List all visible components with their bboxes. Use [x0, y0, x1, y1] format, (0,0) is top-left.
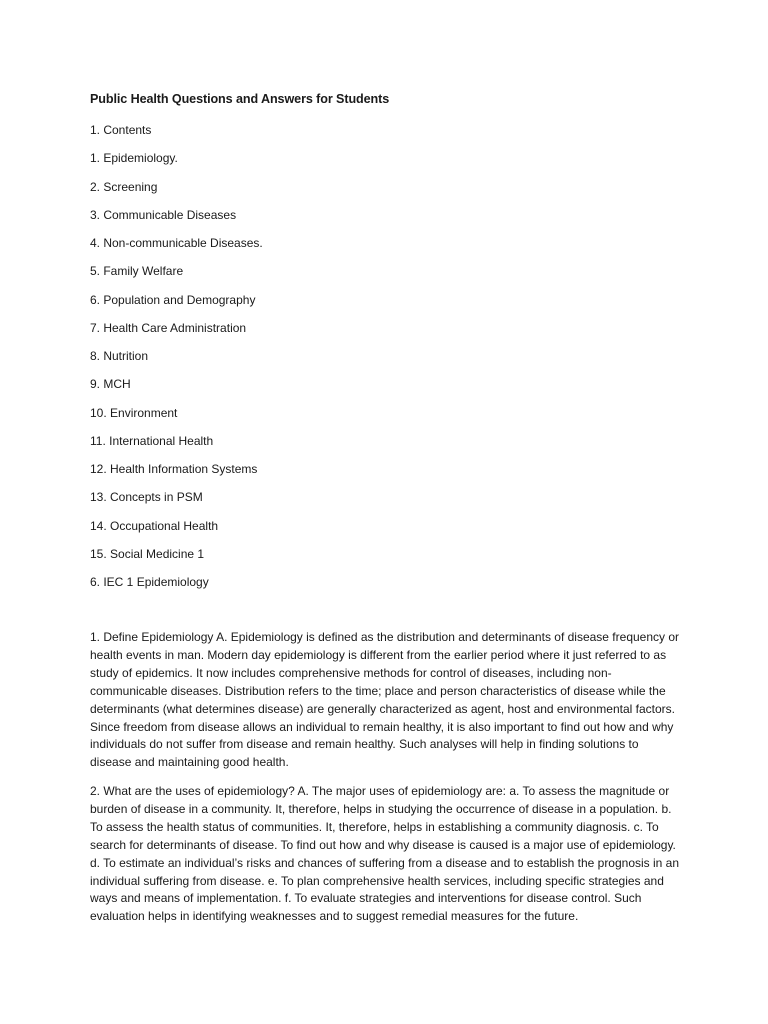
toc-item: 11. International Health [90, 433, 214, 448]
toc-item: 9. MCH [90, 377, 131, 392]
toc-item: 5. Family Welfare [90, 264, 184, 279]
paragraph-line: determinants (what determines disease) are generally characterized as agent, host and environmental [90, 701, 633, 716]
toc-item: 6. IEC 1 Epidemiology [90, 575, 209, 589]
paragraph-define-epidemiology [90, 629, 680, 772]
paragraph-line: burden of disease in a community. It, therefore, helps in studying the occurrence of disease in a population. [90, 801, 659, 816]
paragraph-line: prognosis in an individual suffering from disease. e. To plan comprehensive health services, including specific [90, 855, 680, 888]
paragraph-line: epidemiology. d. To estimate an individual’s risks and chances of suffering from a disease and to establish the [90, 837, 676, 870]
paragraph-line: communicable diseases. Distribution refers to the time; place and person characteristics of disease while the [90, 683, 666, 698]
document-title: Public Health Questions and Answers for Students [90, 92, 390, 106]
paragraph-line: or health events in man. Modern day epidemiology is different from the earlier period where it just referred [90, 630, 680, 662]
paragraph-line: 1. Define Epidemiology A. Epidemiology is defined as the distribution and determinants of disease frequency [90, 630, 666, 644]
paragraph-line: 2. What are the uses of epidemiology? A. The major uses of epidemiology are: a. To assess the magnitude or [90, 784, 670, 798]
toc-item: 15. Social Medicine 1 [90, 546, 205, 561]
toc-item: 4. Non-communicable Diseases. [90, 236, 263, 250]
table-of-contents [90, 122, 263, 602]
paragraph-line: b. To assess the health status of communities. It, therefore, helps in establishing a community diagnosis. c. To [90, 801, 672, 834]
toc-item: 8. Nutrition [90, 349, 149, 363]
paragraph-line: to as study of epidemics. It now includes comprehensive methods for control of diseases, including non- [90, 647, 667, 680]
toc-item: 3. Communicable Diseases [90, 207, 237, 222]
paragraph-line: how and why individuals do not suffer from disease and remain healthy. Such analyses will help in finding [90, 719, 674, 752]
paragraph-line: control. Such evaluation helps in identifying weaknesses and to suggest remedial measures for the future. [90, 891, 642, 924]
paragraph-uses-of-epidemiology [90, 783, 680, 926]
toc-item: 1. Epidemiology. [90, 151, 178, 166]
paragraph-line: solutions to disease and maintaining good health. [90, 737, 639, 770]
paragraph-line: search for determinants of disease. To find out how and why disease is caused is a major use of [90, 837, 600, 852]
toc-item: 14. Occupational Health [90, 518, 219, 533]
toc-item: 6. Population and Demography [90, 292, 256, 307]
toc-item: 12. Health Information Systems [90, 462, 258, 476]
toc-item: 2. Screening [90, 179, 158, 194]
paragraph-line: strategies and ways and means of implementation. f. To evaluate strategies and interventions for disease [90, 873, 664, 906]
toc-item: 10. Environment [90, 405, 178, 420]
toc-item: 7. Health Care Administration [90, 320, 247, 335]
toc-item: 13. Concepts in PSM [90, 490, 203, 505]
paragraph-line: factors. Since freedom from disease allows an individual to remain healthy, it is also important to find out [90, 701, 675, 734]
toc-item: 1. Contents [90, 123, 152, 137]
